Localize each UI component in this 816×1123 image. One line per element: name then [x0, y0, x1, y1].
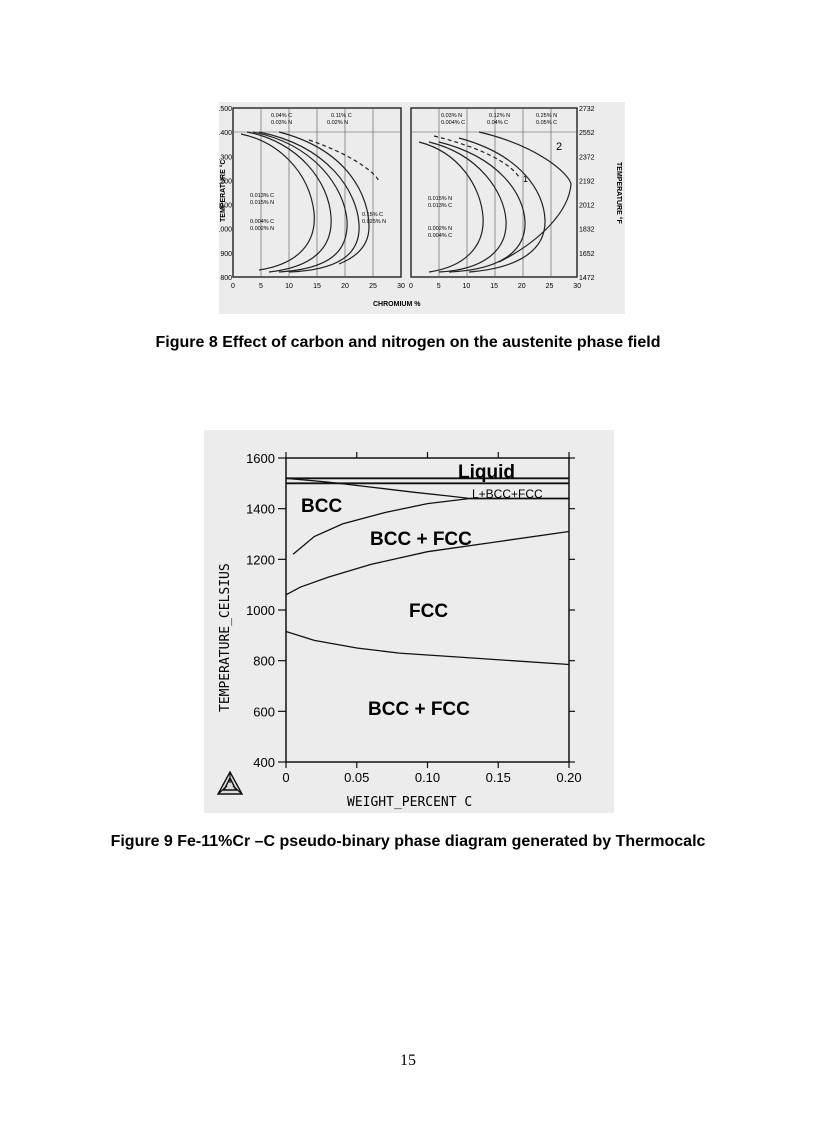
fig9-region-three-phase: L+BCC+FCC	[472, 487, 543, 501]
fig8-x-axis-label: CHROMIUM %	[373, 301, 421, 308]
fig8-label-left-c015: 0.15% C	[362, 212, 384, 218]
fig8-left-tick-label: 200	[220, 178, 232, 186]
fig9-x-tick-label: 0.20	[556, 770, 582, 785]
fig8-left-tick-label: 400	[220, 130, 232, 138]
fig8-label-left-n0002: 0.002% N	[250, 226, 275, 232]
fig9-y-tick-label: 1000	[246, 603, 275, 618]
fig9-phase-boundary-line	[286, 632, 569, 665]
fig9-region-liquid: Liquid	[458, 462, 515, 483]
fig8-label-left-n0025: 0.025% N	[362, 219, 387, 225]
fig9-y-tick-label: 1200	[246, 552, 275, 568]
fig8-left-tick-label: 900	[220, 250, 232, 258]
fig8-label-left-c0013: 0.013% C	[250, 193, 275, 199]
fig8-label-right-n003: 0.03% N	[441, 113, 463, 119]
fig8-x-tick-label-left: 10	[285, 283, 293, 290]
fig8-y-axis-label-left: TEMPERATURE °C	[220, 159, 227, 222]
fig8-label-left-c004: 0.04% C	[271, 113, 293, 119]
fig8-label-left-c0004: 0.004% C	[250, 219, 275, 225]
fig8-right-tick-label: 1832	[579, 226, 595, 234]
fig8-right-tick-label: 2192	[579, 178, 595, 186]
fig9-region-bcc-fcc-upper: BCC + FCC	[370, 529, 472, 550]
fig8-x-tick-label-left: 15	[313, 283, 321, 290]
fig8-right-tick-label: 1472	[579, 275, 595, 282]
fig9-y-tick-label: 600	[253, 704, 275, 720]
fig8-x-tick-label-right: 5	[436, 283, 441, 290]
fig8-label-right-n025: 0.25% N	[536, 113, 558, 119]
thermocalc-logo	[218, 772, 242, 794]
fig8-label-left-n002: 0.02% N	[327, 120, 349, 126]
fig9-y-tick-label: 800	[253, 653, 275, 669]
fig9-region-fcc: FCC	[409, 601, 449, 622]
fig8-left-tick-label: 800	[220, 275, 232, 282]
fig8-label-right-n0015: 0.015% N	[428, 196, 453, 202]
fig8-right-tick-label: 2732	[579, 106, 595, 113]
fig8-x-tick-label-right: 25	[545, 283, 554, 290]
fig8-label-right-c0045: 0.04% C	[487, 120, 509, 126]
fig8-label-right-c0013: 0.013% C	[428, 203, 453, 209]
fig9-x-tick-label: 0	[282, 770, 290, 785]
fig8-x-tick-label-left: 20	[341, 283, 349, 290]
fig8-right-tick-label: 1652	[579, 250, 595, 258]
fig8-x-tick-label-right: 0	[409, 283, 413, 290]
fig8-right-panel	[411, 108, 577, 277]
fig8-left-tick-label: 500	[220, 106, 232, 113]
fig8-label-right-c0004: 0.004% C	[428, 233, 453, 239]
page-number: 15	[400, 1052, 416, 1069]
fig9-y-tick-label: 400	[253, 755, 275, 770]
fig8-label-left-n0015: 0.015% N	[250, 200, 275, 206]
figure-9-chart	[204, 430, 614, 813]
fig8-y-axis-label-right: TEMPERATURE °F	[615, 162, 622, 224]
fig8-x-tick-label-left: 25	[369, 283, 377, 290]
fig8-label-left-c011: 0.11% C	[331, 113, 352, 119]
fig9-region-bcc-fcc-lower: BCC + FCC	[368, 699, 470, 720]
fig9-y-axis-label: TEMPERATURE_CELSIUS	[218, 563, 233, 712]
fig8-label-right-c005: 0.05% C	[536, 120, 558, 126]
fig9-x-tick-label: 0.10	[414, 770, 441, 785]
fig8-label-left-n003: 0.03% N	[271, 120, 293, 126]
fig8-x-tick-label-left: 5	[259, 283, 263, 290]
fig8-right-tick-label: 2552	[579, 130, 595, 138]
fig9-region-bcc: BCC	[301, 496, 343, 517]
fig8-x-tick-label-right: 20	[517, 283, 526, 290]
fig9-x-tick-label: 0.15	[485, 770, 511, 785]
figure-8-image	[219, 102, 625, 314]
figure-8-caption: Figure 8 Effect of carbon and nitrogen on the austenite phase field	[155, 334, 661, 351]
fig8-label-right-n0002: 0.002% N	[428, 226, 453, 232]
fig9-y-tick-label: 1400	[246, 501, 275, 517]
fig8-right-tick-label: 2372	[579, 154, 595, 162]
fig8-x-tick-label-right: 30	[573, 283, 582, 290]
fig8-label-arrow-2: 2	[556, 141, 563, 153]
fig8-x-tick-label-right: 15	[490, 283, 498, 290]
fig9-x-axis-label: WEIGHT_PERCENT C	[347, 795, 473, 810]
fig8-label-arrow-1: 1	[523, 174, 529, 184]
fig8-left-tick-label: 300	[220, 154, 232, 162]
fig8-label-right-n012: 0.12% N	[489, 113, 511, 119]
fig8-left-tick-label: 000	[220, 226, 232, 234]
fig8-right-tick-label: 2012	[579, 202, 595, 210]
fig8-x-tick-label-left: 0	[231, 283, 235, 290]
figure-9-caption: Figure 9 Fe-11%Cr –C pseudo-binary phase diagram generated by Thermocalc	[110, 833, 706, 850]
fig8-left-tick-label: 100	[220, 202, 232, 210]
fig8-x-tick-label-right: 10	[462, 283, 471, 290]
fig8-label-right-c004: 0.004% C	[441, 120, 466, 126]
fig9-y-tick-label: 1600	[246, 451, 275, 466]
fig9-x-tick-label: 0.05	[344, 770, 370, 785]
fig8-x-tick-label-left: 30	[397, 283, 405, 290]
